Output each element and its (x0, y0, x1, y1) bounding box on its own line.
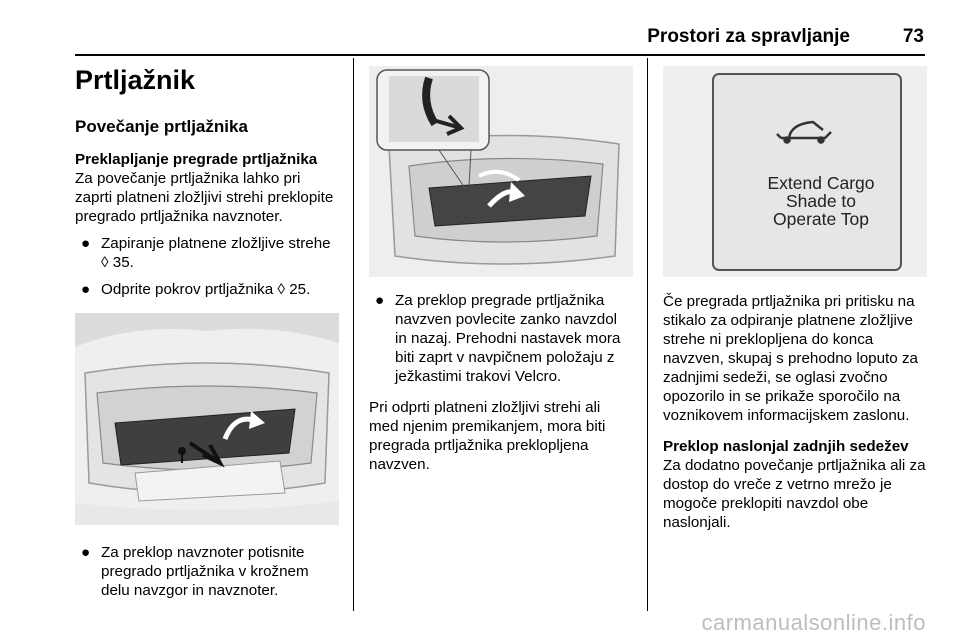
body-paragraph: Za dodatno povečanje prtljažnika ali za dostop do vreče z vetrno mrežo je mogoče preklopiti navzdol obe naslonjali. (663, 457, 926, 531)
header-divider (75, 54, 925, 56)
section-subtitle: Povečanje prtljažnika (75, 117, 248, 136)
trunk-loop-illustration (369, 66, 633, 277)
bullet-marker: ● (81, 281, 91, 298)
subsection-heading: Preklapljanje pregrade prtljažnika (75, 151, 318, 168)
list-item-text: Odprite pokrov prtljažnika (101, 281, 274, 298)
column-1-after-figure (75, 535, 339, 600)
page-reference: 25. (289, 281, 311, 298)
subsection-heading: Preklop naslonjal zadnjih sedežev (663, 438, 909, 455)
running-header-title: Prostori za spravljanje (647, 26, 850, 47)
column-divider-2 (647, 58, 648, 611)
display-message-line-2: Shade to (785, 191, 857, 211)
list-item (75, 234, 339, 272)
list-item-text: Zapiranje platnene zložljive strehe (101, 235, 331, 252)
display-message-line-1: Extend Cargo (767, 173, 875, 193)
list-item (369, 291, 633, 386)
bullet-list (75, 543, 339, 600)
bullet-list (369, 291, 633, 386)
page-reference: 35. (112, 254, 134, 271)
display-message-line-3: Operate Top (773, 209, 869, 229)
list-item (75, 543, 339, 600)
bullet-marker: ● (81, 544, 91, 561)
display-message-illustration (663, 66, 927, 277)
bullet-marker: ● (375, 292, 385, 309)
body-paragraph: Pri odprti platneni zložljivi strehi ali med njenim premikanjem, mora biti pregrada prtljažnika preklopljena navzven. (369, 399, 606, 473)
body-paragraph: Če pregrada prtljažnika pri pritisku na stikalo za odpiranje platnene zložljive strehe ni preklopljena do konca navzven, skupaj s prehodno loputo za zadnjimi sedeži, se oglasi zvočno opozorilo in se prikaže sporočilo na voznikovem informacijskem zaslonu. (663, 293, 918, 424)
column-2 (369, 283, 633, 474)
watermark: carmanualsonline.info (701, 610, 926, 635)
list-item (75, 280, 339, 299)
page-number: 73 (902, 26, 924, 47)
bullet-list (75, 234, 339, 299)
list-item-text: Za preklop pregrade prtljažnika navzven povlecite zanko navzdol in nazaj. Prehodni nastavek mora biti zaprt v navpičnem položaju z ježkastimi trakovi Velcro. (395, 292, 621, 385)
bullet-marker: ● (81, 235, 91, 252)
list-item-text: Za preklop navznoter potisnite pregrado prtljažnika v krožnem delu navzgor in navznoter. (101, 544, 309, 599)
column-1 (75, 60, 339, 299)
trunk-partition-illustration (75, 313, 339, 525)
ref-arrow-icon: ◊ (277, 281, 285, 298)
column-divider-1 (353, 58, 354, 611)
section-title: Prtljažnik (75, 65, 196, 95)
intro-paragraph: Za povečanje prtljažnika lahko pri zaprti platneni zložljivi strehi preklopite pregrado prtljažnika navznoter. (75, 170, 334, 225)
column-3 (663, 292, 927, 532)
ref-arrow-icon: ◊ (101, 254, 109, 271)
